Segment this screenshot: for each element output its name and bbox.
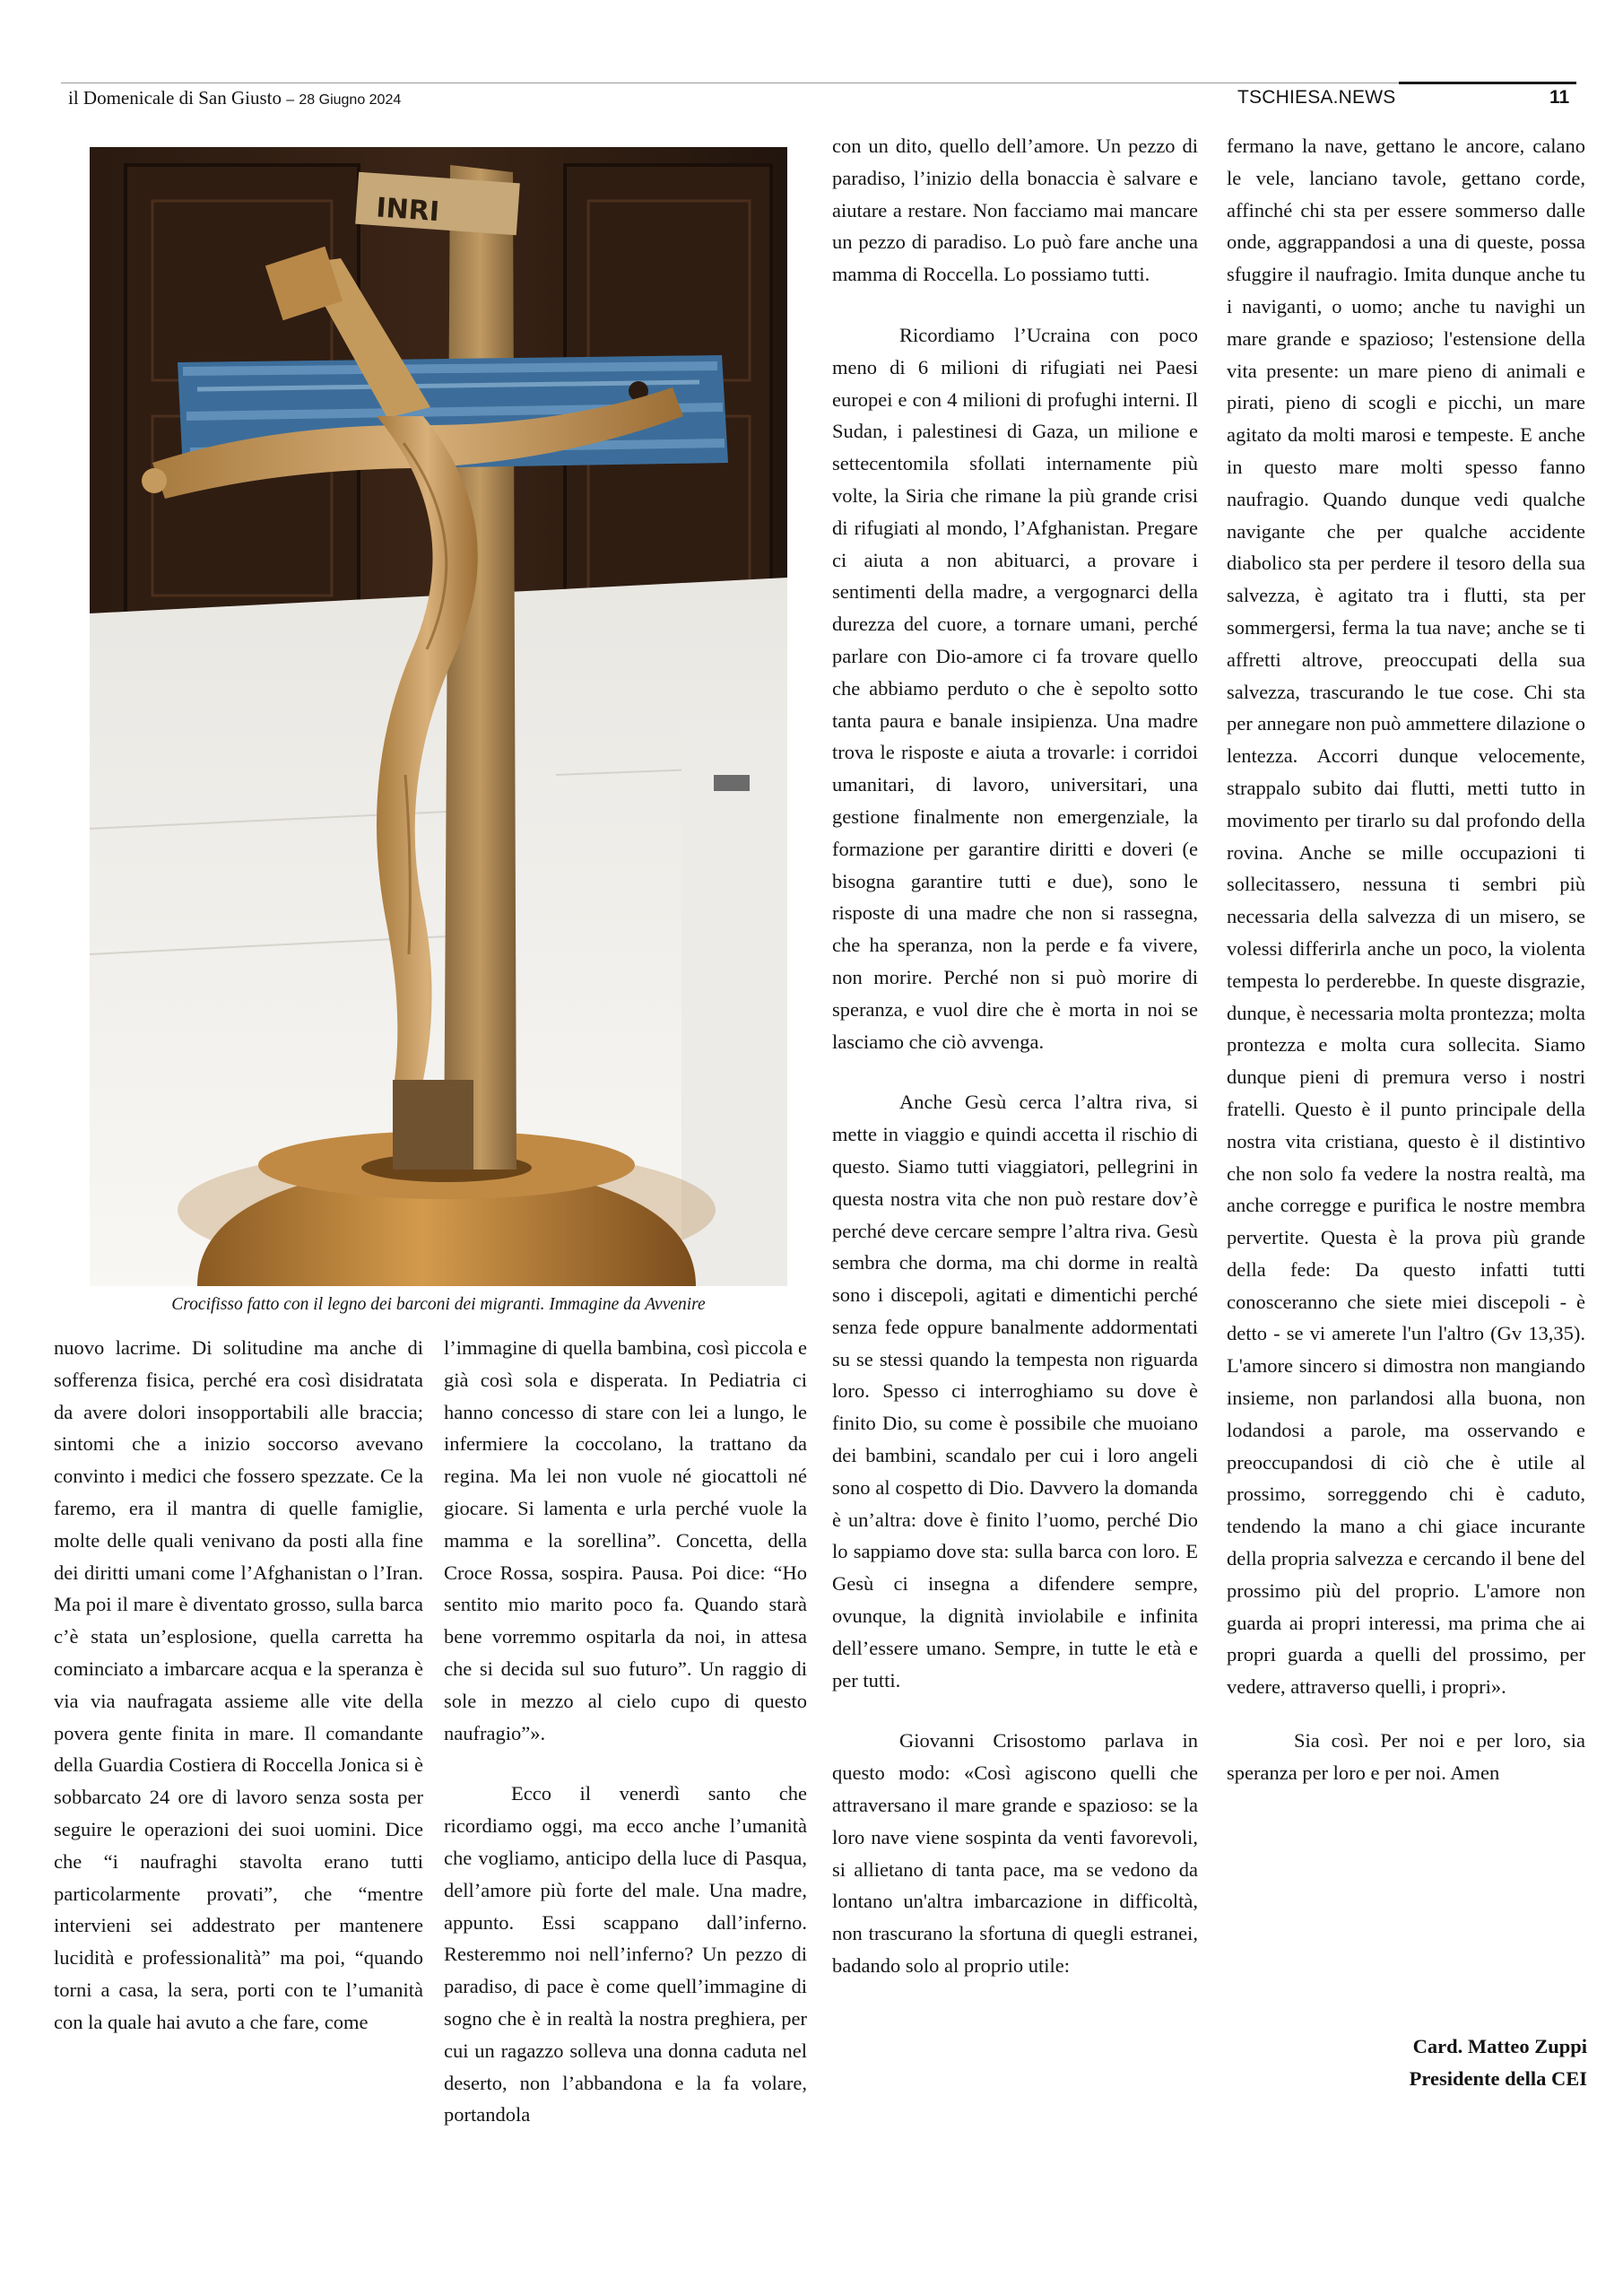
header-rule-accent xyxy=(1399,82,1576,84)
article-column-4 xyxy=(1227,130,1585,1789)
crucifix-illustration xyxy=(90,147,787,1286)
inri-inscription: INRI xyxy=(375,192,441,229)
article-column-3 xyxy=(832,130,1198,1982)
issue-date: 28 Giugno 2024 xyxy=(299,92,402,108)
paragraph: Ecco il venerdì santo che ricordiamo oggi, ma ecco anche l’umanità che vogliamo, anticipo della luce di Pasqua, dell’amore più forte del male. Una madre, appunto. Essi scappano dall’inferno. Resteremmo noi nell’inferno? Un pezzo di paradiso, di pace è come quell’immagine di sogno che è in realtà la nostra preghiera, per cui un ragazzo solleva una donna caduta nel deserto, non l’abbandona e la fa volare, portandola xyxy=(444,1782,807,2126)
header-separator: – xyxy=(286,92,295,108)
photo-caption: Crocifisso fatto con il legno dei barconi dei migranti. Immagine da Avvenire xyxy=(171,1295,706,1314)
publication-name: il Domenicale di San Giusto xyxy=(68,87,282,109)
article-column-2 xyxy=(444,1332,807,2131)
paragraph: nuovo lacrime. Di solitudine ma anche di sofferenza fisica, perché era così disidratata da avere dolori insopportabili alle braccia; sintomi che a inizio soccorso avevano convinto i medici che fossero spezzate. Ce la faremo, era il mantra di quelle famiglie, molte delle quali venivano da posti alla fine dei diritti umani come l’Afghanistan o l’Iran. Ma poi il mare è diventato grosso, sulla barca c’è stata un’esplosione, quella carretta ha cominciato a imbarcare acqua e la speranza è via via naufragata assieme alle vite della povera gente finita in mare. Il comandante della Guardia Costiera di Roccella Jonica si è sobbarcato 24 ore di lavoro senza sosta per seguire le operazioni dei suoi uomini. Dice che “i naufraghi stavolta erano tutti particolarmente provati”, che “mentre intervieni sei addestrato per mantenere lucidità e professionalità” ma poi, “quando torni a casa, la sera, porti con te l’umanità con la quale hai avuto a che fare, come xyxy=(54,1336,423,2033)
closing-paragraph: Sia così. Per noi e per loro, sia speranza per loro e per noi. Amen xyxy=(1227,1729,1585,1784)
paragraph: l’immagine di quella bambina, così piccola e già così sola e disperata. In Pediatria ci hanno concesso di stare con lei a lungo, le infermiere la coccolano, la trattano da regina. Ma lei non vuole né giocattoli né giocare. Si lamenta e urla perché vuole la mamma e la sorellina”. Concetta, della Croce Rossa, sospira. Pausa. Poi dice: “Ho sentito mio marito poco fa. Quando starà bene vorremmo ospitarla da noi, in attesa che si decida sul suo futuro”. Un raggio di sole in mezzo al cielo cupo di questo naufragio”». xyxy=(444,1336,807,1744)
author-signature xyxy=(1227,2031,1587,2095)
paragraph: Giovanni Crisostomo parlava in questo modo: «Così agiscono quelli che attraversano il mare grande e spazioso: se la loro nave viene sospinta da venti favorevoli, si allietano di tanta pace, ma se vedono da lontano un'altra imbarcazione in difficoltà, non trascurano la sfortuna di quegli estranei, badando solo al proprio utile: xyxy=(832,1729,1198,1978)
paragraph: con un dito, quello dell’amore. Un pezzo di paradiso, l’inizio della bonaccia è salvare e aiutare a restare. Non facciamo mai mancare un pezzo di paradiso. Lo può fare anche una mamma di Roccella. Lo possiamo tutti. xyxy=(832,135,1198,286)
header-site: TSCHIESA.NEWS xyxy=(1237,87,1396,108)
crucifix-photo xyxy=(90,147,787,1286)
paragraph: Ricordiamo l’Ucraina con poco meno di 6 milioni di rifugiati nei Paesi europei e con 4 milioni di profughi interni. Il Sudan, i palestinesi di Gaza, un milione e settecentomila sfollati internamente più volte, la Siria che rimane la più grande crisi di rifugiati al mondo, l’Afghanistan. Pregare ci aiuta a non abituarci, a provare i sentimenti della madre, a vergognarci della durezza del cuore, a tornare umani, perché parlare con Dio-amore ci fa trovare quello che abbiamo perduto o che è sepolto sotto tanta paura e banale insipienza. Una madre trova le risposte e aiuta a trovarle: i corridoi umanitari, di lavoro, universitari, una gestione finalmente non emergenziale, la formazione per garantire diritti e doveri (e bisogna garantire tutti e due), sono le risposte di una madre che non si rassegna, che ha speranza, non la perde e fa vivere, non morire. Perché non si può morire di speranza, e vuol dire che è morta in noi se lasciamo che ciò avvenga. xyxy=(832,323,1198,1053)
page-number: 11 xyxy=(1549,87,1570,108)
paragraph: fermano la nave, gettano le ancore, calano le vele, lanciano tavole, gettano corde, affinché chi sta per essere sommerso dalle onde, aggrappandosi a una di queste, possa sfuggire il naufragio. Imita dunque anche tu i naviganti, o uomo; anche tu navighi un mare grande e spazioso; l'estensione della vita presente: un mare pieno di animali e pirati, pieno di scogli e picchi, un mare agitato da molti marosi e tempeste. E anche in questo mare molti spesso fanno naufragio. Quando dunque vedi qualche navigante che per qualche accidente diabolico sta per perdere il tesoro della sua salvezza, è agitato tra i flutti, sta per sommergersi, ferma la tua nave; anche se ti affretti altrove, preoccupati della sua salvezza, trascurando le tue cose. Chi sta per annegare non può ammettere dilazione o lentezza. Accorri dunque velocemente, strappalo subito dai flutti, metti tutto in movimento per tirarlo su dal profondo della rovina. Anche se mille occupazioni ti sollecitassero, nessuna ti sembri più necessaria della salvezza di un misero, se volessi differirla anche un poco, la violenta tempesta lo perderebbe. In queste disgrazie, dunque, è necessaria molta prontezza; molta prontezza e molta cura sollecita. Siamo dunque pieni di premura verso i nostri fratelli. Questo è il punto principale della nostra vita cristiana, questo è il distintivo che non solo fa vedere la nostra realtà, ma anche corregge e purifica le nostre membra pervertite. Questa è la prova più grande della fede: Da questo infatti tutti conosceranno che siete miei discepoli - è detto - se vi amerete l'un l'altro (Gv 13,35). L'amore sincero si dimostra non mangiando insieme, non parlandosi alla buona, non lodandosi a parole, ma osservando e preoccupandosi di ciò che è utile al prossimo, sorreggendo chi è caduto, tendendo la mano a chi giace incurante della propria salvezza e cercando il bene del prossimo più del proprio. L'amore non guarda ai propri interessi, ma prima che ai propri guarda a quelli del prossimo, per vedere, attraverso quelli, i propri». xyxy=(1227,135,1585,1699)
article-column-1 xyxy=(54,1332,423,2039)
author-name: Card. Matteo Zuppi xyxy=(1412,2035,1587,2057)
author-title: Presidente della CEI xyxy=(1409,2067,1587,2090)
paragraph: Anche Gesù cerca l’altra riva, si mette in viaggio e quindi accetta il rischio di questo. Siamo tutti viaggiatori, pellegrini in questa nostra vita che non può restare dov’è perché deve cercare sempre l’altra riva. Gesù sembra che dorma, ma chi dorme in realtà sono i discepoli, agitati e dimentichi perché senza fede oppure banalmente addormentati su se stessi quando la tempesta non riguarda loro. Spesso ci interroghiamo su dove è finito Dio, su come è possibile che muoiano dei bambini, scandalo per cui i loro angeli sono al cospetto di Dio. Davvero la domanda è un’altra: dove è finito l’uomo, perché Dio lo sappiamo dove sta: sulla barca con loro. E Gesù ci insegna a difendere sempre, ovunque, la dignità inviolabile e infinita dell’essere umano. Sempre, in tutte le età e per tutti. xyxy=(832,1091,1198,1692)
header-publication xyxy=(68,87,401,111)
